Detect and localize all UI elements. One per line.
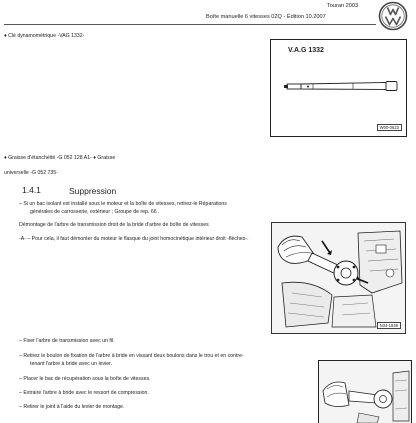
tool-item-1: ♦ Clé dynamométrique -VAG 1332-: [4, 33, 85, 39]
figure-driveshaft-flange: [271, 222, 406, 334]
step-remove-bolt-line2: tenant l'arbre à bride avec un levier.: [30, 361, 113, 367]
vw-logo-icon: [378, 1, 408, 31]
figure-torque-wrench: [270, 39, 407, 137]
figure-flange-removal: [318, 360, 412, 423]
step-remove-bolt-line1: – Retirez le boulon de fixation de l'arbre à bride en vissant deux boulons dans le trou et en contre-: [19, 353, 244, 359]
section-title: Suppression: [69, 186, 117, 196]
header-rule: [4, 24, 376, 25]
step-remove-flange: -A- – Pour cela, il faut démonter du moteur le flasque du joint homocinétique intérieur droit -flèches-.: [19, 236, 249, 242]
step-remove-seal: – Retirer le joint à l'aide du levier de montage.: [19, 404, 125, 410]
tool-item-2-line1: ♦ Graisse d'étanchéité -G 052 128 A1- ♦ Graisse: [4, 155, 116, 161]
step-secure-shaft: – Fixer l'arbre de transmission avec un fil.: [19, 338, 115, 344]
step-drain-pan: – Placer le bac de récupération sous la boîte de vitesses.: [19, 376, 151, 382]
flange-removal-illustration: [319, 361, 411, 423]
removal-subheading: Démontage de l'arbre de transmission droit de la bride d'arbre de boîte de vitesses: [19, 222, 209, 228]
step-remove-insulation-line1: – Si un bac isolant est installé sous le moteur et la boîte de vitesses, retirez-le Réparations: [19, 201, 227, 207]
section-number: 1.4.1: [22, 185, 41, 195]
step-remove-insulation-line2: générales de carrosserie, extérieur ; Groupe de rep. 66 .: [30, 209, 160, 215]
figure1-ref: W00-0623: [377, 124, 402, 131]
step-extract-flange: – Extraire l'arbre à bride avec le ressort de compression.: [19, 390, 149, 396]
figure1-tool-name: V.A.G 1332: [288, 47, 324, 54]
torque-wrench-icon: [283, 76, 399, 96]
tool-item-2-line2: universelle -G 052 735-: [4, 170, 58, 176]
driveshaft-illustration: [272, 223, 405, 333]
figure2-ref: N34-1849: [377, 322, 401, 329]
header-subtitle: Boîte manuelle 6 vitesses 02Q - Édition 10.2007: [206, 14, 326, 20]
header-model: Touran 2003: [327, 3, 359, 9]
